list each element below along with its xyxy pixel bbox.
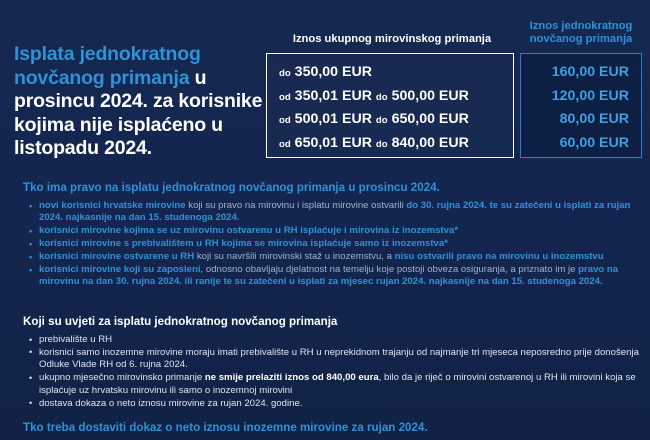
conditions-bullet-list	[0, 334, 650, 410]
table-row: od 650,01 EUR do 840,00 EUR	[279, 134, 469, 151]
page-title-rest: u prosincu 2024. za korisnike kojima nije isplaćeno u listopadu 2024.	[14, 66, 263, 159]
list-item-text: korisnici mirovine kojima se uz mirovinu ostvarenu u RH isplaćuje i mirovina iz inozemstva*	[39, 225, 459, 237]
table-column-ranges	[266, 53, 514, 158]
list-item-text: koji su pravo na mirovinu i isplatu mirovine ostvarili	[188, 200, 407, 211]
table-row: od 500,01 EUR do 650,00 EUR	[279, 111, 469, 127]
hero-section	[0, 0, 650, 172]
list-item-text: korisnici mirovine s prebivalištem u RH kojima se mirovina isplaćuje samo iz inozemstva*	[39, 238, 448, 250]
list-item	[33, 334, 644, 346]
eligibility-bullet-list	[0, 200, 650, 289]
list-item-text: korisnici samo inozemne mirovine moraju imati prebivalište u RH u neprekidnom trajanju od najmanje tri mjeseca neposredno prije donošenja Odluke Vlade RH od 6. rujna 2024.	[39, 346, 639, 371]
list-item	[33, 398, 644, 410]
page-title-accent: Isplata jednokratnog novčanog primanja	[14, 43, 201, 89]
section-heading-eligibility: Tko ima pravo na isplatu jednokratnog novčanog primanja u prosincu 2024.	[23, 181, 440, 194]
list-item	[33, 264, 644, 289]
list-item-text: ne smije prelaziti iznos od 840,00 eura	[204, 372, 379, 384]
table-cell-amount: 120,00 EUR	[551, 87, 629, 104]
section-heading-conditions: Koji su uvjeti za isplatu jednokratnog novčanog primanja	[23, 315, 338, 328]
list-item-text: prebivalište u RH	[39, 334, 113, 345]
list-item	[33, 347, 644, 372]
benefit-table	[266, 14, 642, 164]
list-item	[33, 251, 644, 263]
list-item-text: nisu ostvarili pravo na mirovinu u inozemstvu	[394, 251, 604, 263]
table-header-total-pension: Iznos ukupnog mirovinskog primanja	[292, 33, 492, 45]
list-item	[33, 200, 644, 225]
list-item	[33, 238, 644, 250]
list-item-text: koji su navršili mirovinski staž u inozemstvu, a	[196, 251, 395, 263]
list-item-text: do 30. rujna 2024. te su zatečeni u isplati za rujan 2024. najkasnije na dan 15. studenoga 2024.	[39, 200, 631, 224]
list-item-text: novi korisnici hrvatske mirovine	[39, 200, 189, 211]
list-item-text: pravo na mirovinu na dan 30. rujna 2024. ili ranije te su zatečeni u isplati za mjesec rujan 2024. najkasnije na dan 15. studenoga 2024.	[39, 264, 619, 288]
table-row: od 350,01 EUR do 500,00 EUR	[279, 87, 469, 104]
list-item	[33, 225, 644, 237]
list-item-text: dostava dokaza o neto iznosu mirovine za rujan 2024. godine.	[39, 397, 303, 409]
list-item-text: ukupno mjesečno mirovinsko primanje	[39, 372, 205, 384]
table-cell-amount: 160,00 EUR	[551, 64, 629, 80]
table-row: do 350,00 EUR	[279, 64, 372, 80]
section-eligibility	[0, 180, 650, 289]
table-cell-amount: 60,00 EUR	[559, 134, 629, 151]
list-item-text: , odnosno obavljaju djelatnost na temelju koje postoji obveza osiguranja, a priznato im je	[200, 264, 579, 276]
list-item-text: korisnici mirovine koji su zaposleni	[39, 264, 201, 276]
list-item-text: , bilo da je riječ o mirovini ostvarenoj u RH ili mirovini koja se isplaćuje uz hrvatsku mirovinu ili samo o inozemnoj mirovini	[39, 372, 636, 396]
table-column-amounts	[520, 53, 642, 158]
table-cell-amount: 80,00 EUR	[559, 111, 629, 127]
table-header-onetime-amount: Iznos jednokratnog novčanog primanja	[529, 20, 633, 45]
list-item-text: korisnici mirovine ostvarene u RH	[39, 251, 197, 263]
page-title	[14, 43, 264, 161]
section-heading-proof: Tko treba dostaviti dokaz o neto iznosu inozemne mirovine za rujan 2024.	[23, 421, 428, 434]
list-item	[33, 372, 644, 397]
section-conditions	[0, 314, 650, 410]
